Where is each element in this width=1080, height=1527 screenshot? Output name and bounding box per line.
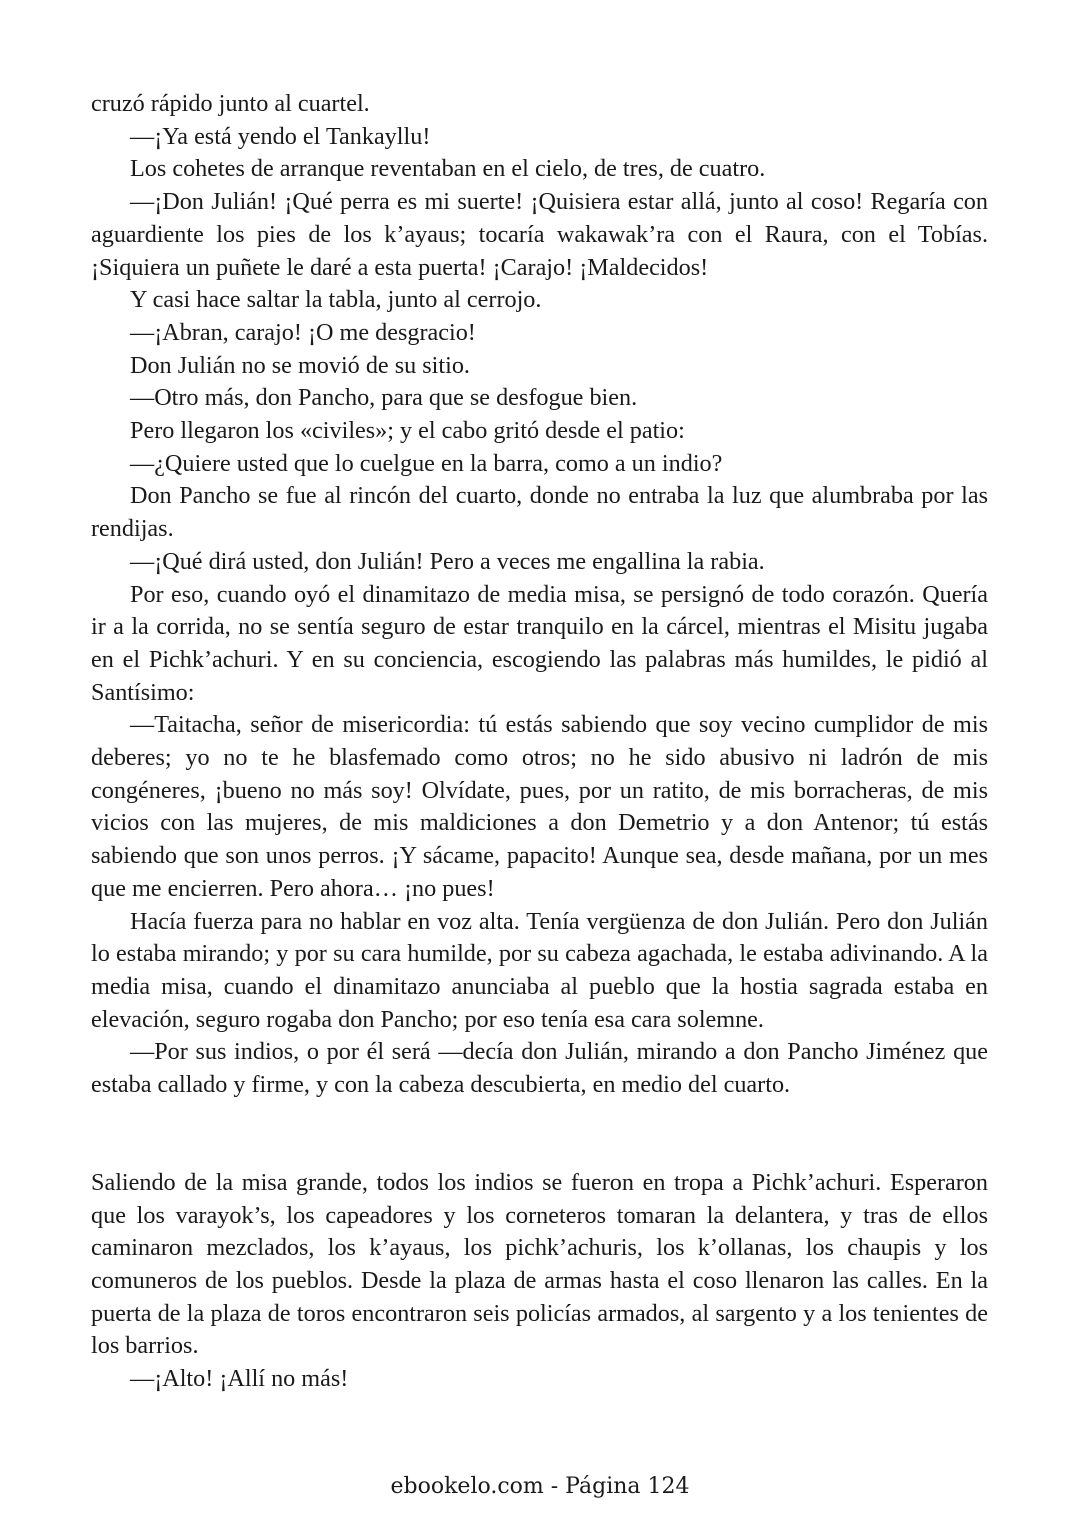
section-break <box>91 1102 988 1167</box>
paragraph: Saliendo de la misa grande, todos los indios se fueron en tropa a Pichk’achuri. Esperaron que los varayok’s, los capeadores y los corneteros tomaran la delantera, y tras de ellos caminaron mezclados, los k’ayaus, los pichk’achuris, los k’ollanas, los chaupis y los comuneros de los pueblos. Desde la plaza de armas hasta el coso llenaron las calles. En la puerta de la plaza de toros encontraron seis policías armados, al sargento y a los tenientes de los barrios. <box>91 1168 988 1360</box>
paragraph: cruzó rápido junto al cuartel. <box>91 90 370 117</box>
paragraph: —Taitacha, señor de misericordia: tú estás sabiendo que soy vecino cumplidor de mis deberes; yo no te he blasfemado como otros; no he sido abusivo ni ladrón de mis congéneres, ¡bueno no más soy! Olvídate, pues, por un ratito, de mis borracheras, de mis vicios con las mujeres, de mis maldiciones a don Demetrio y a don Antenor; tú estás sabiendo que son unos perros. ¡Y sácame, papacito! Aunque sea, desde mañana, por un mes que me encierren. Pero ahora… ¡no pues! <box>91 711 988 902</box>
paragraph: —¡Alto! ¡Allí no más! <box>130 1365 349 1393</box>
paragraph: —¡Qué dirá usted, don Julián! Pero a veces me engallina la rabia. <box>130 547 765 575</box>
paragraph: Los cohetes de arranque reventaban en el cielo, de tres, de cuatro. <box>130 155 766 183</box>
section-2 <box>91 1167 988 1396</box>
paragraph: Don Pancho se fue al rincón del cuarto, donde no entraba la luz que alumbraba por las rendijas. <box>91 482 988 543</box>
paragraph: —Otro más, don Pancho, para que se desfogue bien. <box>130 384 638 412</box>
paragraph: Hacía fuerza para no hablar en voz alta. Tenía vergüenza de don Julián. Pero don Julián lo estaba mirando; y por su cara humilde, por su cabeza agachada, le estaba adivinando. A la media misa, cuando el dinamitazo anunciaba al pueblo que la hostia sagrada estaba en elevación, seguro rogaba don Pancho; por eso tenía esa cara solemne. <box>91 907 988 1033</box>
paragraph: —¡Abran, carajo! ¡O me desgracio! <box>130 318 476 346</box>
section-1 <box>91 88 988 1102</box>
paragraph: Por eso, cuando oyó el dinamitazo de media misa, se persignó de todo corazón. Quería ir a la corrida, no se sentía seguro de estar tranquilo en la cárcel, mientras el Misitu jugaba en el Pichk’achuri. Y en su conciencia, escogiendo las palabras más humildes, le pidió al Santísimo: <box>91 580 988 706</box>
paragraph: Y casi hace saltar la tabla, junto al cerrojo. <box>130 286 542 314</box>
paragraph: Don Julián no se movió de su sitio. <box>130 351 470 379</box>
paragraph: —¡Don Julián! ¡Qué perra es mi suerte! ¡Quisiera estar allá, junto al coso! Regaría con aguardiente los pies de los k’ayaus; tocaría wakawak’ra con el Raura, con el Tobías. ¡Siquiera un puñete le daré a esta puerta! ¡Carajo! ¡Maldecidos! <box>91 188 988 281</box>
paragraph: Pero llegaron los «civiles»; y el cabo gritó desde el patio: <box>130 417 685 445</box>
page-body <box>91 88 988 1396</box>
paragraph: —¿Quiere usted que lo cuelgue en la barra, como a un indio? <box>130 449 723 477</box>
page-footer: ebookelo.com - Página 124 <box>390 1474 690 1499</box>
paragraph: —Por sus indios, o por él será —decía don Julián, mirando a don Pancho Jiménez que estaba callado y firme, y con la cabeza descubierta, en medio del cuarto. <box>91 1038 988 1099</box>
paragraph: —¡Ya está yendo el Tankayllu! <box>130 122 431 150</box>
